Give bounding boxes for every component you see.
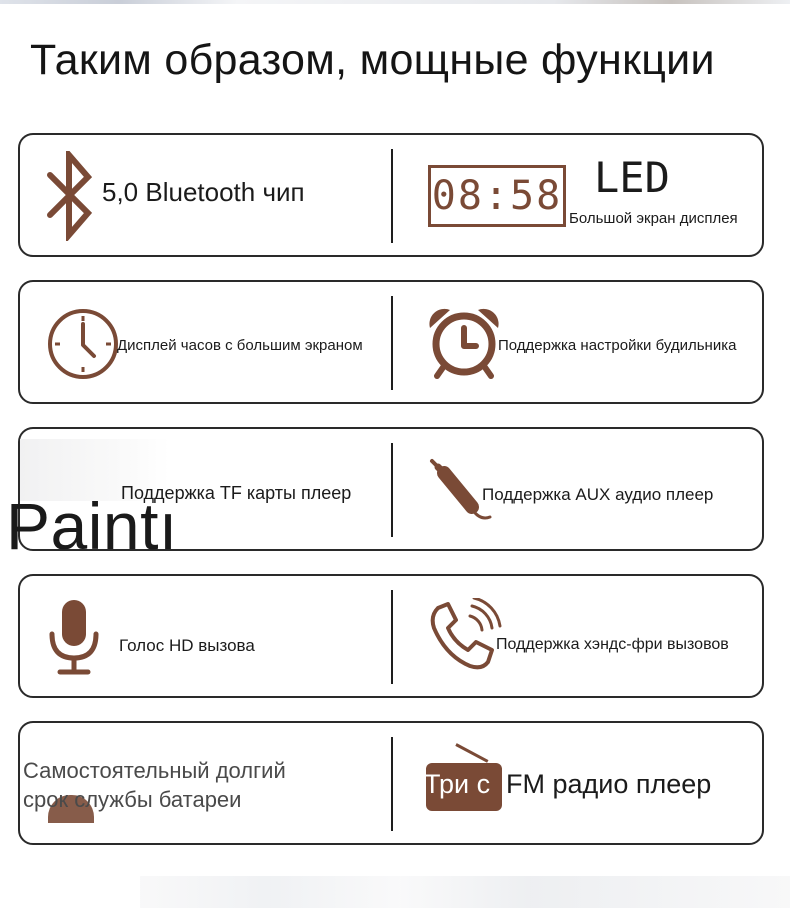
card-divider <box>391 590 393 684</box>
page-title: Таким образом, мощные функции <box>30 36 715 84</box>
large-display-label: Большой экран дисплея <box>569 210 738 227</box>
feature-card-voice-handsfree <box>18 574 764 698</box>
tf-card-label: Поддержка TF карты плеер <box>121 483 352 503</box>
digital-clock-display-icon <box>428 165 566 227</box>
fm-radio-label: FM радио плеер <box>506 769 712 799</box>
card-divider <box>391 443 393 537</box>
radio-overlay-text: Три с <box>424 769 491 799</box>
clock-icon <box>47 308 119 380</box>
led-heading: LED <box>594 153 670 202</box>
bluetooth-icon <box>44 151 96 241</box>
clock-digits: 08:58 <box>431 173 563 219</box>
alarm-setting-label: Поддержка настройки будильника <box>498 337 737 354</box>
watermark-text: Paintı <box>6 489 178 563</box>
phone-call-icon <box>424 598 506 678</box>
feature-card-battery-radio <box>18 721 764 845</box>
alarm-clock-icon <box>424 304 504 382</box>
battery-life-label-line1: Самостоятельный долгий <box>23 758 286 783</box>
bluetooth-label: 5,0 Bluetooth чип <box>102 177 305 207</box>
handsfree-label: Поддержка хэндс-фри вызовов <box>496 636 729 653</box>
radio-antenna <box>455 743 488 763</box>
hd-voice-label: Голос HD вызова <box>119 636 255 655</box>
battery-life-label-line2: срок службы батареи <box>23 787 242 812</box>
aux-audio-label: Поддержка AUX аудио плеер <box>482 485 714 504</box>
bottom-faded-strip <box>140 876 790 908</box>
top-banner-strip <box>0 0 790 4</box>
card-divider <box>391 296 393 390</box>
feature-card-clock-alarm <box>18 280 764 404</box>
clock-display-label: Дисплей часов с большим экраном <box>117 337 363 354</box>
card-divider <box>391 149 393 243</box>
microphone-icon <box>46 598 102 678</box>
feature-card-bluetooth-led <box>18 133 764 257</box>
card-divider <box>391 737 393 831</box>
